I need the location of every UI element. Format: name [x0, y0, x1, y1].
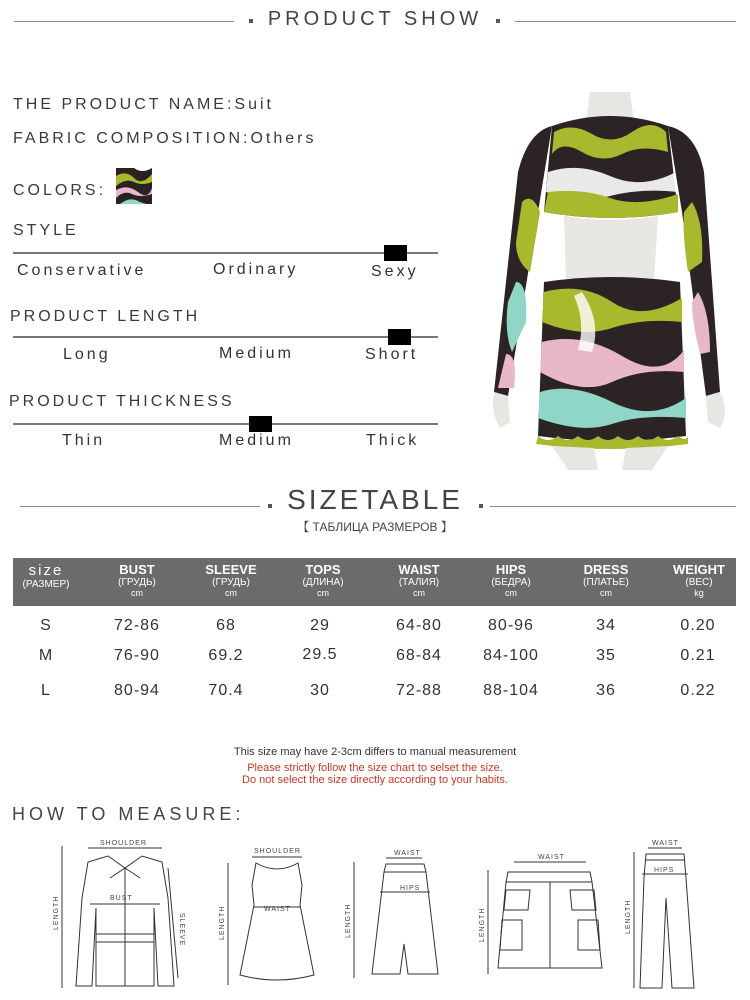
cell-size: L — [41, 682, 51, 699]
cell-tops: 30 — [310, 682, 330, 699]
cell-weight: 0.21 — [680, 647, 716, 664]
pants-measure-diagram — [622, 838, 722, 998]
thickness-option-medium: Medium — [219, 432, 294, 449]
jacket-measure-diagram — [50, 838, 200, 998]
label-waist: WAIST — [264, 906, 291, 913]
cell-sleeve: 69.2 — [208, 647, 244, 664]
cell-bust: 76-90 — [114, 647, 160, 664]
colors-label: COLORS: — [13, 182, 107, 199]
length-scale-track — [13, 336, 438, 338]
mini-skirt-measure-diagram — [478, 850, 618, 985]
length-scale-title: PRODUCT LENGTH — [10, 308, 201, 325]
label-shoulder: SHOULDER — [100, 840, 147, 847]
label-waist: WAIST — [652, 840, 679, 847]
cell-dress: 34 — [596, 617, 616, 634]
thickness-scale-title: PRODUCT THICKNESS — [9, 393, 235, 410]
label-shoulder: SHOULDER — [254, 848, 301, 855]
cell-hips: 88-104 — [483, 682, 539, 699]
col-tops: TOPS (ДЛИНА) cm — [302, 562, 344, 598]
cell-weight: 0.22 — [680, 682, 716, 699]
length-option-long: Long — [63, 346, 111, 363]
col-sleeve: SLEEVE (ГРУДЬ) cm — [205, 562, 257, 598]
col-hips: HIPS (БЕДРА) cm — [491, 562, 531, 598]
cell-hips: 80-96 — [488, 617, 534, 634]
col-size: size (РАЗМЕР) — [22, 562, 70, 590]
label-length: LENGTH — [625, 899, 632, 934]
cell-size: S — [40, 617, 52, 634]
thickness-option-thick: Thick — [366, 432, 420, 449]
cell-bust: 72-86 — [114, 617, 160, 634]
style-scale-title: STYLE — [13, 222, 79, 239]
label-waist: WAIST — [394, 850, 421, 857]
style-option-sexy: Sexy — [371, 263, 419, 280]
header-dot-right — [496, 19, 500, 23]
fabric-row — [13, 130, 316, 148]
product-name-label: THE PRODUCT NAME: — [13, 96, 235, 113]
cell-dress: 35 — [596, 647, 616, 664]
cell-tops: 29.5 — [302, 646, 338, 663]
label-length: LENGTH — [479, 907, 486, 942]
cell-hips: 84-100 — [483, 647, 539, 664]
product-name-row — [13, 96, 274, 114]
how-to-measure-title: HOW TO MEASURE: — [12, 804, 245, 824]
fabric-value: Others — [250, 130, 317, 147]
note-measurement: This size may have 2-3cm differs to manual measurement — [233, 746, 517, 758]
fabric-label: FABRIC COMPOSITION: — [13, 130, 251, 147]
cell-size: M — [38, 647, 54, 664]
thickness-option-thin: Thin — [62, 432, 106, 449]
thickness-scale-track — [13, 423, 438, 425]
label-length: LENGTH — [345, 903, 352, 938]
cell-weight: 0.20 — [680, 617, 716, 634]
length-option-short: Short — [365, 346, 419, 363]
label-length: LENGTH — [219, 905, 226, 940]
col-waist: WAIST (ТАЛИЯ) cm — [398, 562, 440, 598]
mannequin-illustration — [482, 92, 737, 470]
sizetable-dot-right — [479, 504, 483, 508]
col-dress: DRESS (ПЛАТЬЕ) cm — [583, 562, 629, 598]
style-option-ordinary: Ordinary — [213, 261, 299, 278]
cell-dress: 36 — [596, 682, 616, 699]
page-title: PRODUCT SHOW — [267, 8, 483, 30]
note-warning-2: Do not select the size directly according to your habits. — [242, 774, 508, 786]
header-rule-right — [515, 21, 736, 22]
note-warning-1: Please strictly follow the size chart to selset the size. — [247, 762, 503, 774]
label-hips: HIPS — [400, 885, 421, 892]
label-bust: BUST — [110, 895, 133, 902]
length-scale-marker[interactable] — [388, 329, 411, 345]
color-swatch[interactable] — [116, 168, 152, 204]
cell-sleeve: 70.4 — [208, 682, 244, 699]
size-table-header — [13, 558, 736, 606]
skirt-measure-diagram — [340, 848, 450, 993]
label-waist: WAIST — [538, 854, 565, 861]
cell-waist: 68-84 — [396, 647, 442, 664]
product-photo[interactable] — [482, 92, 737, 470]
style-option-conservative: Conservative — [17, 262, 147, 279]
label-sleeve: SLEEVE — [178, 913, 185, 947]
sizetable-subtitle: 【 ТАБЛИЦА РАЗМЕРОВ 】 — [297, 520, 453, 534]
cell-sleeve: 68 — [216, 617, 236, 634]
cell-tops: 29 — [310, 617, 330, 634]
dress-measure-diagram — [218, 845, 318, 995]
style-scale-track — [13, 252, 438, 254]
cell-waist: 72-88 — [396, 682, 442, 699]
cell-waist: 64-80 — [396, 617, 442, 634]
thickness-scale-marker[interactable] — [249, 416, 272, 432]
sizetable-rule-right — [490, 506, 736, 507]
style-scale-marker[interactable] — [384, 245, 407, 261]
col-weight: WEIGHT (ВЕС) kg — [673, 562, 725, 598]
col-bust: BUST (ГРУДЬ) cm — [118, 562, 156, 598]
product-name-value: Suit — [234, 96, 274, 113]
label-length: LENGTH — [53, 895, 60, 930]
length-option-medium: Medium — [219, 345, 294, 362]
cell-bust: 80-94 — [114, 682, 160, 699]
label-hips: HIPS — [654, 867, 675, 874]
sizetable-title: SIZETABLE — [287, 484, 463, 515]
